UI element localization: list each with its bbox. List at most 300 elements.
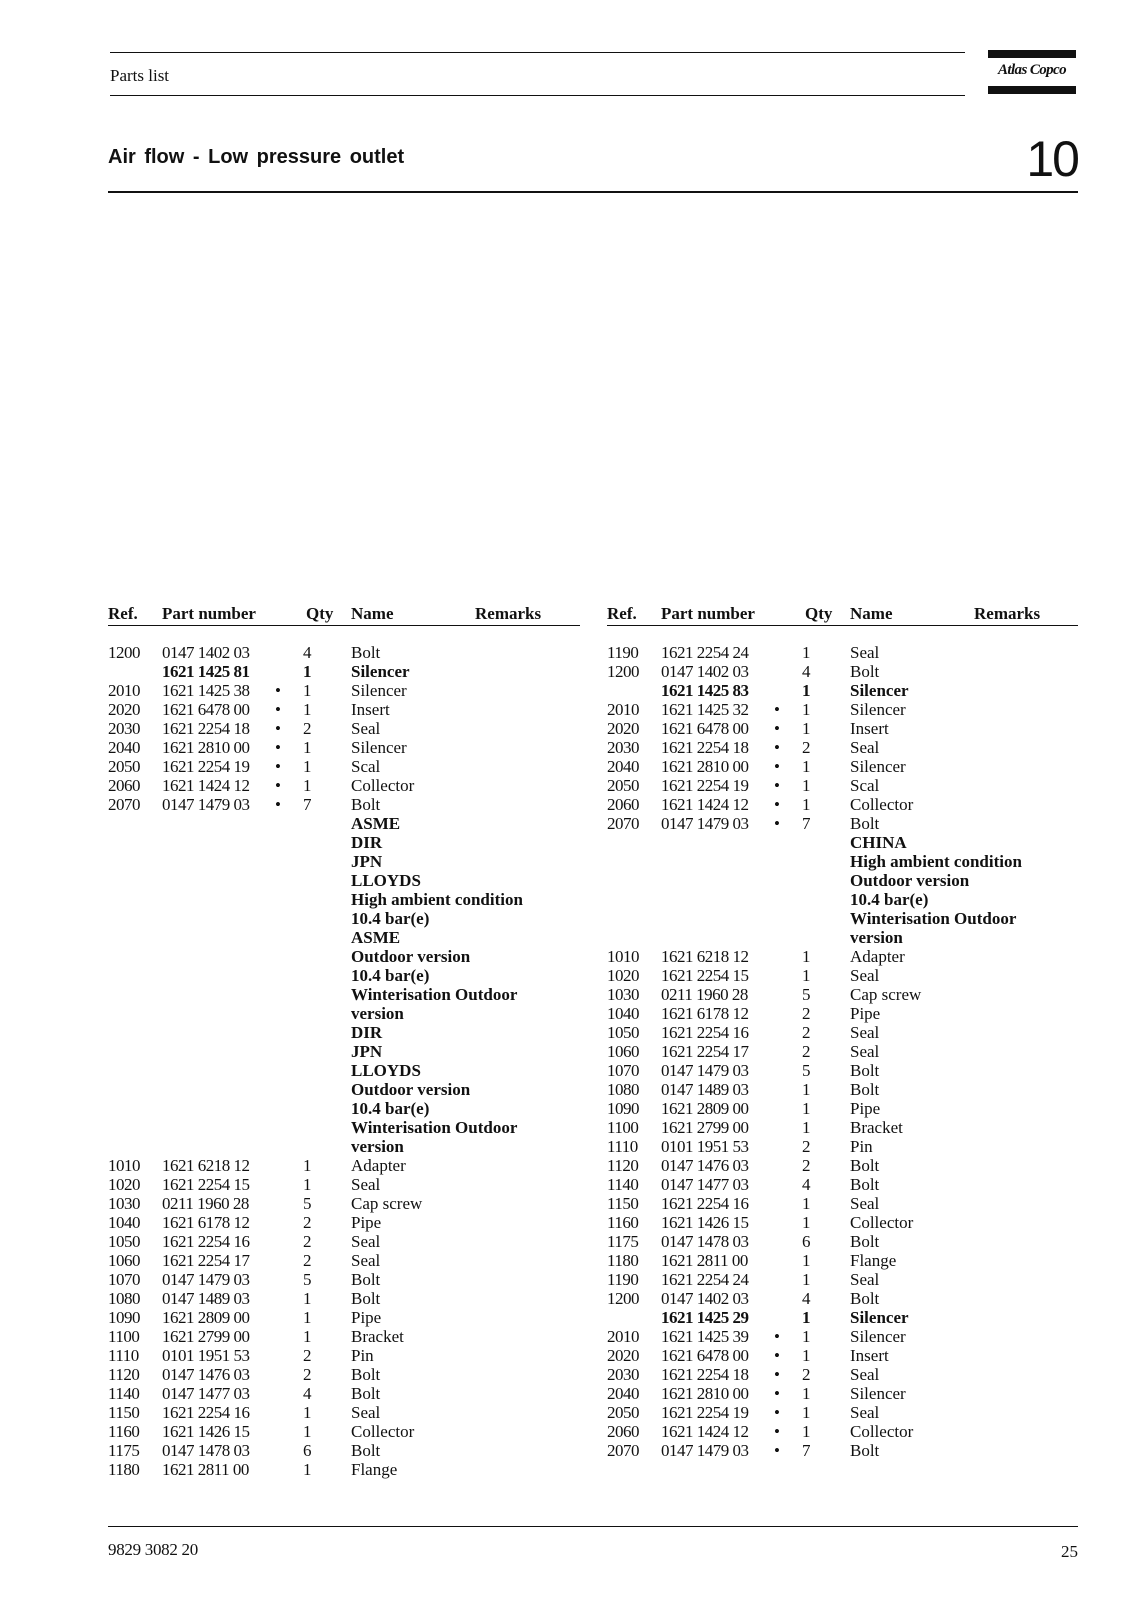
table-row (108, 1327, 580, 1346)
part-number-cell: 1621 1425 83 (661, 681, 749, 700)
bullet-marker: • (774, 1441, 780, 1460)
table-row (108, 1023, 580, 1042)
table-row (607, 719, 1078, 738)
name-cell: Silencer (351, 662, 410, 681)
qty-cell: 2 (303, 1213, 312, 1232)
name-cell: 10.4 bar(e) (351, 1099, 430, 1118)
part-number-cell: 0147 1479 03 (162, 795, 250, 814)
name-cell: Silencer (850, 700, 906, 719)
part-number-cell: 0147 1477 03 (162, 1384, 250, 1403)
bullet-marker: • (774, 700, 780, 719)
ref-cell: 1120 (108, 1365, 140, 1384)
ref-cell: 2030 (108, 719, 140, 738)
part-number-cell: 1621 1425 32 (661, 700, 749, 719)
ref-cell: 1060 (607, 1042, 639, 1061)
table-row (108, 1403, 580, 1422)
name-cell: Bolt (351, 1365, 381, 1384)
ref-cell: 2040 (607, 757, 639, 776)
name-cell: Scal (850, 776, 880, 795)
name-cell: Seal (850, 1042, 880, 1061)
table-row (607, 852, 1078, 871)
name-cell: Seal (850, 1403, 880, 1422)
name-cell: Seal (850, 1365, 880, 1384)
table-row (108, 985, 580, 1004)
ref-cell: 2040 (108, 738, 140, 757)
part-number-cell: 0211 1960 28 (162, 1194, 249, 1213)
ref-cell: 2010 (607, 1327, 639, 1346)
ref-cell: 2060 (607, 1422, 639, 1441)
table-row (607, 833, 1078, 852)
part-number-cell: 1621 2809 00 (661, 1099, 749, 1118)
ref-cell: 1110 (108, 1346, 139, 1365)
qty-cell: 2 (802, 1137, 811, 1156)
ref-cell: 1100 (607, 1118, 639, 1137)
qty-cell: 1 (802, 1346, 811, 1365)
ref-cell: 1140 (607, 1175, 639, 1194)
ref-cell: 2040 (607, 1384, 639, 1403)
name-cell: Silencer (351, 738, 407, 757)
name-cell: ASME (351, 814, 401, 833)
table-row (108, 1251, 580, 1270)
section-title: Air flow - Low pressure outlet (108, 146, 405, 168)
ref-cell: 1120 (607, 1156, 639, 1175)
bullet-marker: • (774, 776, 780, 795)
header-name: Name (850, 604, 893, 623)
bullet-marker: • (275, 681, 281, 700)
name-cell: Collector (351, 1422, 415, 1441)
parts-list-label: Parts list (110, 66, 170, 85)
table-row (108, 1156, 580, 1175)
qty-cell: 1 (802, 795, 811, 814)
table-row (108, 1004, 580, 1023)
part-number-cell: 0147 1479 03 (661, 814, 749, 833)
qty-cell: 4 (303, 643, 312, 662)
header-ref: Ref. (108, 604, 138, 623)
table-row (108, 1080, 580, 1099)
part-number-cell: 1621 1426 15 (162, 1422, 250, 1441)
qty-cell: 1 (303, 1289, 312, 1308)
name-cell: Silencer (850, 1308, 909, 1327)
bullet-marker: • (275, 719, 281, 738)
table-row (108, 643, 580, 662)
qty-cell: 2 (802, 1365, 811, 1384)
page-number: 25 (1061, 1542, 1078, 1561)
part-number-cell: 0147 1489 03 (162, 1289, 250, 1308)
part-number-cell: 1621 2799 00 (661, 1118, 749, 1137)
table-row (607, 795, 1078, 814)
name-cell: JPN (351, 1042, 383, 1061)
name-cell: Collector (850, 795, 914, 814)
ref-cell: 1070 (108, 1270, 140, 1289)
name-cell: Seal (850, 966, 880, 985)
name-cell: Pin (351, 1346, 374, 1365)
name-cell: Insert (351, 700, 390, 719)
part-number-cell: 0147 1402 03 (661, 662, 749, 681)
table-row (108, 776, 580, 795)
bullet-marker: • (774, 1403, 780, 1422)
table-row (607, 1365, 1078, 1384)
name-cell: Seal (351, 1232, 381, 1251)
qty-cell: 5 (802, 985, 811, 1004)
table-row (607, 1099, 1078, 1118)
qty-cell: 2 (303, 1232, 312, 1251)
qty-cell: 2 (802, 738, 811, 757)
logo-bottom-bar (988, 86, 1076, 94)
bullet-marker: • (275, 795, 281, 814)
name-cell: version (850, 928, 903, 947)
name-cell: Silencer (850, 681, 909, 700)
name-cell: 10.4 bar(e) (351, 909, 430, 928)
qty-cell: 1 (303, 681, 312, 700)
part-number-cell: 1621 2254 16 (162, 1403, 250, 1422)
name-cell: Cap screw (351, 1194, 423, 1213)
name-cell: Insert (850, 719, 889, 738)
table-row (108, 909, 580, 928)
ref-cell: 2060 (108, 776, 140, 795)
qty-cell: 2 (802, 1023, 811, 1042)
name-cell: Seal (850, 738, 880, 757)
table-row (607, 738, 1078, 757)
part-number-cell: 1621 2811 00 (162, 1460, 249, 1479)
part-number-cell: 0211 1960 28 (661, 985, 748, 1004)
header-remarks: Remarks (475, 604, 542, 623)
qty-cell: 7 (802, 814, 811, 833)
name-cell: 10.4 bar(e) (351, 966, 430, 985)
part-number-cell: 1621 1425 81 (162, 662, 250, 681)
name-cell: Adapter (850, 947, 905, 966)
table-row (607, 985, 1078, 1004)
table-row (607, 1042, 1078, 1061)
name-cell: Silencer (351, 681, 407, 700)
header-part-number: Part number (661, 604, 755, 623)
table-row (607, 1251, 1078, 1270)
bullet-marker: • (275, 776, 281, 795)
qty-cell: 7 (802, 1441, 811, 1460)
name-cell: Outdoor version (351, 947, 471, 966)
qty-cell: 1 (802, 1270, 811, 1289)
table-row (607, 1384, 1078, 1403)
table-row (108, 1099, 580, 1118)
name-cell: Seal (351, 719, 381, 738)
part-number-cell: 1621 2810 00 (162, 738, 250, 757)
part-number-cell: 1621 2254 17 (162, 1251, 250, 1270)
qty-cell: 1 (802, 947, 811, 966)
part-number-cell: 1621 6218 12 (661, 947, 749, 966)
name-cell: Pipe (850, 1004, 881, 1023)
table-row (108, 947, 580, 966)
name-cell: Silencer (850, 757, 906, 776)
qty-cell: 1 (802, 1080, 811, 1099)
ref-cell: 2070 (607, 1441, 639, 1460)
qty-cell: 1 (802, 1251, 811, 1270)
qty-cell: 1 (802, 1327, 811, 1346)
part-number-cell: 0147 1476 03 (162, 1365, 250, 1384)
name-cell: Seal (351, 1403, 381, 1422)
ref-cell: 1040 (108, 1213, 140, 1232)
ref-cell: 1175 (108, 1441, 140, 1460)
table-row (607, 1156, 1078, 1175)
qty-cell: 1 (303, 776, 312, 795)
name-cell: Scal (351, 757, 381, 776)
qty-cell: 1 (802, 1422, 811, 1441)
name-cell: ASME (351, 928, 401, 947)
name-cell: Bolt (351, 643, 381, 662)
name-cell: Winterisation Outdoor (351, 985, 518, 1004)
table-row (108, 966, 580, 985)
table-row (607, 1308, 1078, 1327)
qty-cell: 2 (303, 719, 312, 738)
name-cell: Bolt (351, 1270, 381, 1289)
table-row (108, 1061, 580, 1080)
name-cell: Outdoor version (850, 871, 970, 890)
table-row (607, 1004, 1078, 1023)
name-cell: Flange (351, 1460, 398, 1479)
qty-cell: 2 (303, 1346, 312, 1365)
qty-cell: 4 (802, 1289, 811, 1308)
ref-cell: 2060 (607, 795, 639, 814)
ref-cell: 1175 (607, 1232, 639, 1251)
table-row (108, 814, 580, 833)
part-number-cell: 1621 2254 17 (661, 1042, 749, 1061)
qty-cell: 1 (802, 719, 811, 738)
ref-cell: 2050 (108, 757, 140, 776)
table-row (607, 1194, 1078, 1213)
part-number-cell: 1621 2254 19 (661, 1403, 749, 1422)
part-number-cell: 0147 1478 03 (661, 1232, 749, 1251)
table-row (108, 1213, 580, 1232)
right-parts-table (607, 643, 1078, 1460)
table-row (108, 1422, 580, 1441)
ref-cell: 1190 (607, 1270, 639, 1289)
part-number-cell: 0147 1402 03 (162, 643, 250, 662)
qty-cell: 1 (802, 1384, 811, 1403)
table-row (607, 1061, 1078, 1080)
ref-cell: 1060 (108, 1251, 140, 1270)
qty-cell: 1 (303, 662, 312, 681)
part-number-cell: 0101 1951 53 (162, 1346, 250, 1365)
table-row (108, 833, 580, 852)
part-number-cell: 0147 1479 03 (162, 1270, 250, 1289)
name-cell: Bolt (351, 795, 381, 814)
table-row (607, 890, 1078, 909)
table-row (607, 871, 1078, 890)
table-row (108, 1384, 580, 1403)
part-number-cell: 1621 2809 00 (162, 1308, 250, 1327)
bullet-marker: • (774, 795, 780, 814)
table-row (108, 1308, 580, 1327)
name-cell: Insert (850, 1346, 889, 1365)
qty-cell: 2 (303, 1251, 312, 1270)
name-cell: Silencer (850, 1327, 906, 1346)
ref-cell: 1010 (607, 947, 639, 966)
qty-cell: 4 (303, 1384, 312, 1403)
name-cell: Seal (351, 1251, 381, 1270)
part-number-cell: 0147 1477 03 (661, 1175, 749, 1194)
qty-cell: 5 (303, 1270, 312, 1289)
table-row (108, 1232, 580, 1251)
part-number-cell: 0147 1476 03 (661, 1156, 749, 1175)
ref-cell: 1050 (607, 1023, 639, 1042)
part-number-cell: 0147 1478 03 (162, 1441, 250, 1460)
name-cell: Bolt (850, 1441, 880, 1460)
header-bottom-rule (110, 95, 965, 96)
part-number-cell: 1621 2799 00 (162, 1327, 250, 1346)
table-row (607, 1137, 1078, 1156)
name-cell: Seal (850, 1023, 880, 1042)
part-number-cell: 1621 2254 16 (661, 1194, 749, 1213)
table-row (607, 776, 1078, 795)
table-row (607, 700, 1078, 719)
part-number-cell: 1621 1424 12 (162, 776, 250, 795)
part-number-cell: 1621 2254 18 (661, 1365, 749, 1384)
part-number-cell: 1621 1424 12 (661, 1422, 749, 1441)
table-row (607, 757, 1078, 776)
name-cell: JPN (351, 852, 383, 871)
qty-cell: 1 (303, 1327, 312, 1346)
table-row (108, 1460, 580, 1479)
part-number-cell: 1621 6178 12 (661, 1004, 749, 1023)
part-number-cell: 1621 2254 15 (661, 966, 749, 985)
name-cell: Bolt (850, 814, 880, 833)
table-row (108, 662, 580, 681)
ref-cell: 1160 (607, 1213, 639, 1232)
part-number-cell: 1621 2254 19 (661, 776, 749, 795)
table-row (108, 871, 580, 890)
name-cell: Pipe (351, 1213, 382, 1232)
name-cell: Collector (850, 1422, 914, 1441)
table-row (607, 1213, 1078, 1232)
part-number-cell: 1621 2810 00 (661, 1384, 749, 1403)
ref-cell: 2010 (607, 700, 639, 719)
section-number: 10 (1026, 131, 1078, 187)
qty-cell: 1 (802, 1099, 811, 1118)
ref-cell: 1030 (607, 985, 639, 1004)
ref-cell: 1150 (607, 1194, 639, 1213)
table-row (607, 1403, 1078, 1422)
name-cell: Bolt (351, 1289, 381, 1308)
document-number: 9829 3082 20 (108, 1540, 198, 1559)
table-row (108, 700, 580, 719)
ref-cell: 1160 (108, 1422, 140, 1441)
name-cell: version (351, 1004, 404, 1023)
header-part-number: Part number (162, 604, 256, 623)
name-cell: Bolt (850, 1080, 880, 1099)
ref-cell: 1150 (108, 1403, 140, 1422)
table-row (108, 738, 580, 757)
ref-cell: 1140 (108, 1384, 140, 1403)
table-row (607, 1175, 1078, 1194)
name-cell: Cap screw (850, 985, 922, 1004)
ref-cell: 2070 (108, 795, 140, 814)
name-cell: Winterisation Outdoor (351, 1118, 518, 1137)
qty-cell: 1 (802, 1213, 811, 1232)
qty-cell: 1 (303, 1175, 312, 1194)
part-number-cell: 1621 6478 00 (661, 1346, 749, 1365)
bullet-marker: • (774, 1422, 780, 1441)
name-cell: Silencer (850, 1384, 906, 1403)
logo-text: Atlas Copco (998, 62, 1066, 78)
ref-cell: 2020 (607, 719, 639, 738)
table-row (607, 1289, 1078, 1308)
ref-cell: 2020 (607, 1346, 639, 1365)
name-cell: Bolt (850, 1061, 880, 1080)
part-number-cell: 1621 1424 12 (661, 795, 749, 814)
table-row (607, 909, 1078, 928)
name-cell: Seal (351, 1175, 381, 1194)
table-row (108, 1194, 580, 1213)
header-name: Name (351, 604, 394, 623)
header-qty: Qty (306, 604, 334, 623)
table-row (108, 1346, 580, 1365)
part-number-cell: 1621 6478 00 (661, 719, 749, 738)
bullet-marker: • (774, 757, 780, 776)
table-row (108, 795, 580, 814)
atlas-copco-logo (988, 50, 1076, 94)
table-row (108, 719, 580, 738)
name-cell: Seal (850, 1270, 880, 1289)
bullet-marker: • (774, 719, 780, 738)
qty-cell: 1 (802, 776, 811, 795)
table-row (108, 1042, 580, 1061)
ref-cell: 1070 (607, 1061, 639, 1080)
name-cell: Outdoor version (351, 1080, 471, 1099)
table-row (607, 681, 1078, 700)
bullet-marker: • (774, 1384, 780, 1403)
qty-cell: 2 (303, 1365, 312, 1384)
qty-cell: 5 (802, 1061, 811, 1080)
bullet-marker: • (774, 1327, 780, 1346)
left-header-rule (108, 625, 580, 626)
header-qty: Qty (805, 604, 833, 623)
table-row (607, 662, 1078, 681)
table-row (108, 1270, 580, 1289)
header-ref: Ref. (607, 604, 637, 623)
part-number-cell: 1621 6178 12 (162, 1213, 250, 1232)
name-cell: Bolt (850, 1175, 880, 1194)
part-number-cell: 1621 1425 39 (661, 1327, 749, 1346)
name-cell: 10.4 bar(e) (850, 890, 929, 909)
ref-cell: 1200 (108, 643, 140, 662)
name-cell: Adapter (351, 1156, 406, 1175)
part-number-cell: 1621 1425 38 (162, 681, 250, 700)
qty-cell: 1 (802, 757, 811, 776)
part-number-cell: 0147 1479 03 (661, 1441, 749, 1460)
bullet-marker: • (275, 757, 281, 776)
name-cell: Flange (850, 1251, 897, 1270)
name-cell: Collector (850, 1213, 914, 1232)
table-row (108, 681, 580, 700)
table-row (108, 1365, 580, 1384)
right-header-rule (607, 625, 1078, 626)
ref-cell: 1180 (108, 1460, 140, 1479)
ref-cell: 2010 (108, 681, 140, 700)
ref-cell: 1040 (607, 1004, 639, 1023)
logo-top-bar (988, 50, 1076, 58)
name-cell: CHINA (850, 833, 907, 852)
part-number-cell: 1621 2254 15 (162, 1175, 250, 1194)
table-row (607, 966, 1078, 985)
name-cell: Seal (850, 1194, 880, 1213)
name-cell: Winterisation Outdoor (850, 909, 1017, 928)
bullet-marker: • (774, 814, 780, 833)
ref-cell: 2030 (607, 738, 639, 757)
name-cell: Pin (850, 1137, 873, 1156)
table-row (607, 928, 1078, 947)
name-cell: LLOYDS (351, 871, 421, 890)
ref-cell: 1200 (607, 662, 639, 681)
qty-cell: 1 (303, 700, 312, 719)
qty-cell: 1 (303, 1156, 312, 1175)
